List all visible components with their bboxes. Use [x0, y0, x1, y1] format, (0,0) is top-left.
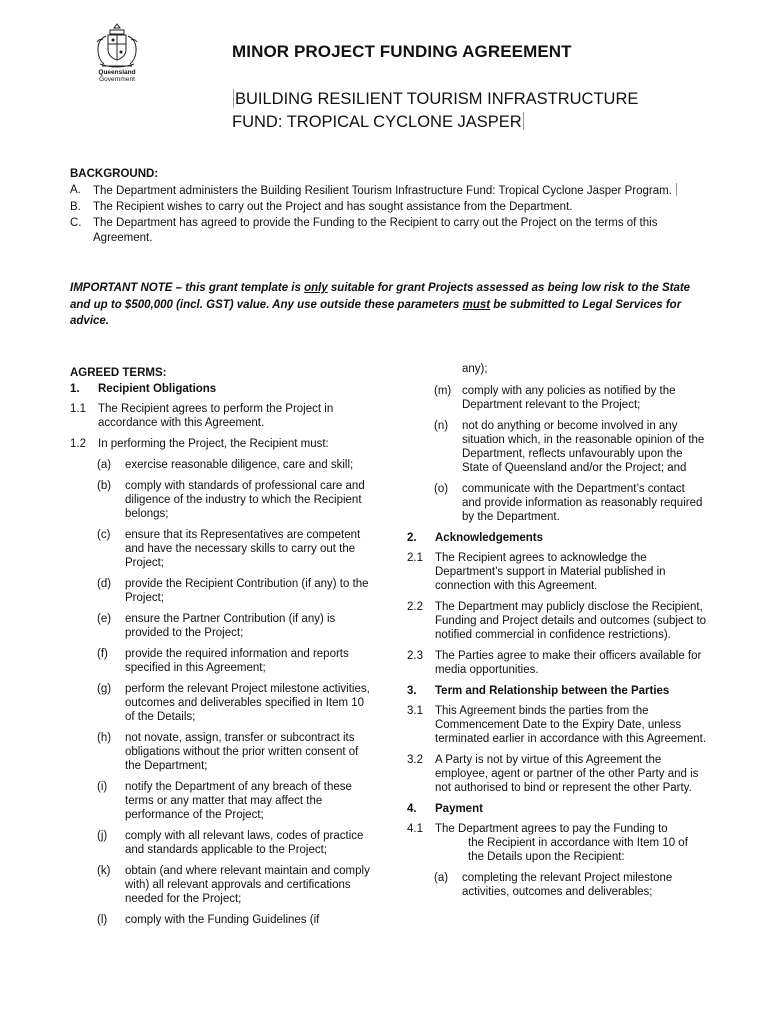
- document-title: MINOR PROJECT FUNDING AGREEMENT: [232, 42, 572, 61]
- clause-2-1: 2.1 The Recipient agrees to acknowledge the Department’s support in Material published in connection with this Agreement.: [407, 552, 666, 592]
- background-item-label: B.: [70, 201, 81, 213]
- clause-4-1-a: (a) completing the relevant Project milestone activities, outcomes and deliverables;: [434, 872, 673, 898]
- text-cursor: [233, 89, 234, 107]
- clause-1-2-k: (k) obtain (and where relevant maintain and comply with) all relevant approvals and certifications needed for the Project;: [97, 865, 370, 905]
- clause-1-2: 1.2 In performing the Project, the Recipient must:: [70, 438, 329, 450]
- clause-1-2-c: (c) ensure that its Representatives are competent and have the necessary skills to carry out the Project;: [97, 529, 361, 569]
- section-3-heading: 3. Term and Relationship between the Parties: [407, 685, 670, 697]
- background-item-label: C.: [70, 217, 82, 229]
- logo-text-government: Government: [99, 76, 135, 83]
- clause-3-2: 3.2 A Party is not by virtue of this Agreement the employee, agent or partner of the other Party and is not authorised to bind or represent the other Party.: [407, 754, 699, 794]
- fund-title-text: BUILDING RESILIENT TOURISM INFRASTRUCTURE FUND: TROPICAL CYCLONE JASPER: [232, 90, 639, 131]
- section-1-heading: 1. Recipient Obligations: [70, 383, 217, 395]
- clause-1-2-i: (i) notify the Department of any breach of these terms or any matter that may affect the performance of the Project;: [97, 781, 352, 821]
- background-heading: BACKGROUND:: [70, 168, 159, 180]
- clause-3-1: 3.1 This Agreement binds the parties from the Commencement Date to the Expiry Date, unless terminated earlier in accordance with this Agreement.: [407, 705, 707, 745]
- background-item-text: The Recipient wishes to carry out the Project and has sought assistance from the Department.: [93, 201, 573, 213]
- agreed-terms-heading: AGREED TERMS:: [70, 367, 167, 379]
- clause-1-2-l: (l) comply with the Funding Guidelines (if: [97, 914, 320, 926]
- background-item-c: [70, 216, 710, 246]
- clause-1-2-a: (a) exercise reasonable diligence, care and skill;: [97, 459, 354, 471]
- clause-1-1: 1.1 The Recipient agrees to perform the Project in accordance with this Agreement.: [70, 403, 334, 429]
- clause-1-2-j: (j) comply with all relevant laws, codes of practice and standards applicable to the Project;: [97, 830, 364, 856]
- clause-1-2-e: (e) ensure the Partner Contribution (if any) is provided to the Project;: [97, 613, 336, 639]
- queensland-government-logo: [92, 22, 142, 88]
- background-item-text: The Department has agreed to provide the Funding to the Recipient to carry out the Project on the terms of this Agreement.: [93, 217, 658, 244]
- clause-2-3: 2.3 The Parties agree to make their officers available for media opportunities.: [407, 650, 702, 676]
- fund-title: [232, 88, 672, 134]
- clause-1-2-m: (m) comply with any policies as notified by the Department relevant to the Project;: [434, 385, 676, 411]
- important-note: IMPORTANT NOTE – this grant template is only suitable for grant Projects assessed as being low risk to the State and up to $500,000 (incl. GST) value. Any use outside these parameters must be submitted to Legal Services for advice.: [70, 282, 691, 327]
- clause-1-2-h: (h) not novate, assign, transfer or subcontract its obligations without the prior written consent of the Department;: [97, 732, 359, 772]
- clause-1-2-n: (n) not do anything or become involved in any situation which, in the reasonable opinion of the Department, reflects unfavourably upon the State of Queensland and/or the Project; and: [434, 420, 705, 474]
- clause-1-2-d: (d) provide the Recipient Contribution (if any) to the Project;: [97, 578, 369, 604]
- right-column: [407, 362, 707, 906]
- crest-icon: [92, 22, 142, 70]
- clause-1-2-l-continued: any);: [462, 363, 488, 375]
- left-column: [70, 366, 370, 934]
- background-item-text: The Department administers the Building Resilient Tourism Infrastructure Fund: Tropical Cyclone Jasper Program.: [93, 183, 678, 199]
- background-item-b: [70, 200, 710, 215]
- background-item-label: A.: [70, 184, 81, 196]
- text-cursor: [676, 183, 677, 196]
- clause-1-2-g: (g) perform the relevant Project milestone activities, outcomes and deliverables specified in Item 10 of the Details;: [97, 683, 370, 723]
- text-cursor-end: [523, 112, 524, 130]
- section-4-heading: 4. Payment: [407, 803, 483, 815]
- background-section: [70, 167, 710, 247]
- clause-4-1: 4.1 The Department agrees to pay the Funding to the Recipient in accordance with Item 10 of the Details upon the Recipient:: [407, 823, 688, 863]
- section-2-heading: 2. Acknowledgements: [407, 532, 543, 544]
- clause-1-2-f: (f) provide the required information and reports specified in this Agreement;: [97, 648, 349, 674]
- background-item-a: [70, 183, 710, 199]
- clause-2-2: 2.2 The Department may publicly disclose the Recipient, Funding and Project details and outcomes (subject to notified commercial in confidence restrictions).: [407, 601, 707, 641]
- logo-text-queensland: Queensland: [98, 69, 136, 76]
- clause-1-2-o: (o) communicate with the Department’s contact and provide information as reasonably required by the Department.: [434, 483, 703, 523]
- clause-1-2-b: (b) comply with standards of professional care and diligence of the industry to which the Recipient belongs;: [97, 480, 365, 520]
